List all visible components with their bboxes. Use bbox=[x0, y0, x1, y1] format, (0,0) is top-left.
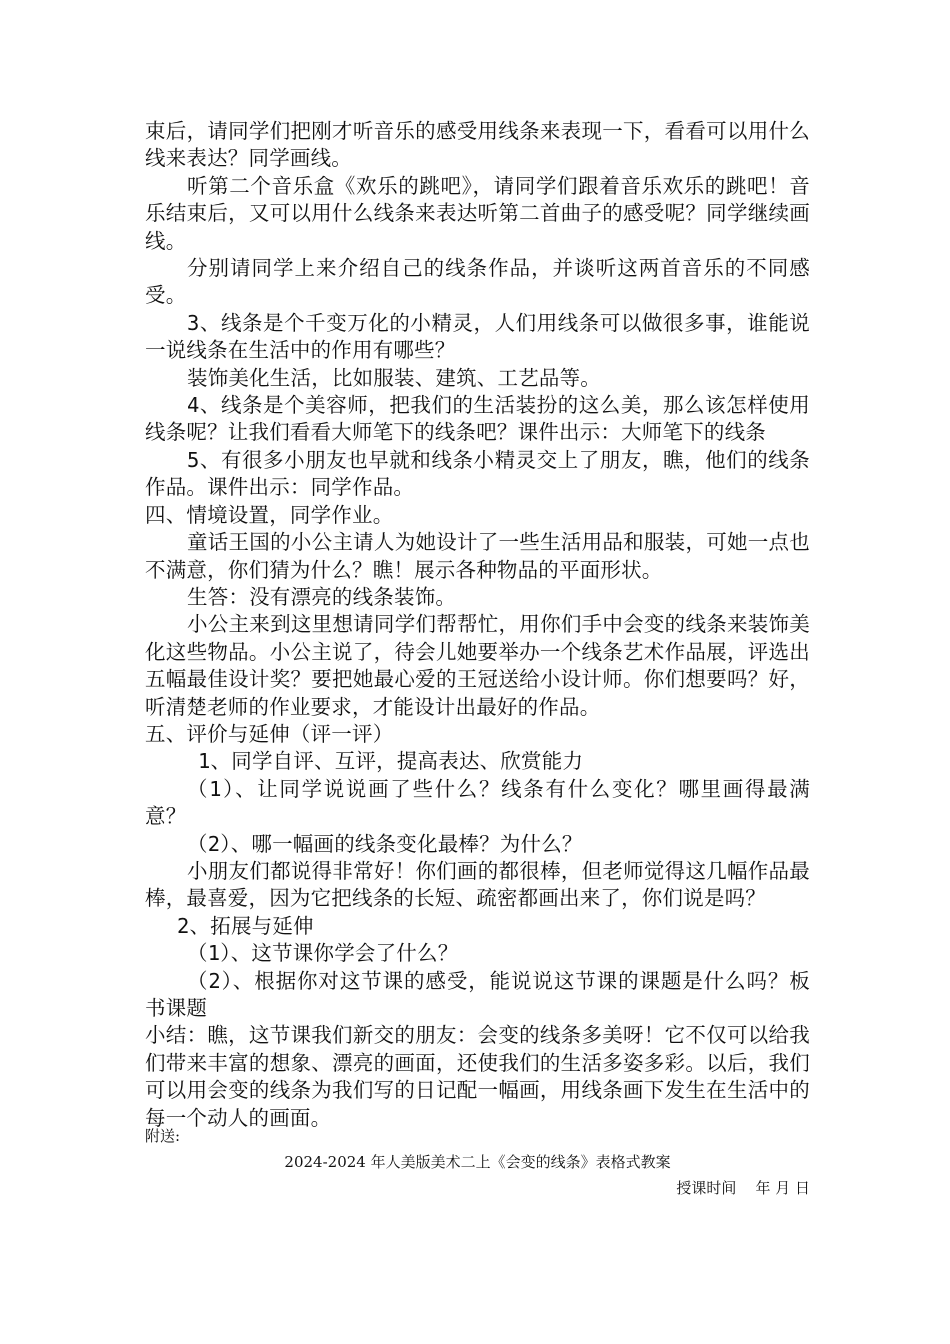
paragraph: 5、有很多小朋友也早就和线条小精灵交上了朋友，瞧，他们的线条作品。课件出示：同学作品。 bbox=[145, 447, 810, 500]
paragraph: 童话王国的小公主请人为她设计了一些生活用品和服装，可她一点也不满意，你们猜为什么？瞧！展示各种物品的平面形状。 bbox=[145, 530, 810, 582]
paragraph: 3、线条是个千变万化的小精灵，人们用线条可以做很多事，谁能说一说线条在生活中的作用有哪些？ bbox=[145, 310, 810, 363]
appendix-label: 附送: bbox=[145, 1127, 181, 1145]
appendix-section bbox=[145, 1123, 810, 1201]
paragraph: 五、评价与延伸（评一评） bbox=[145, 721, 394, 746]
appendix-title: 2024-2024 年人美版美术二上《会变的线条》表格式教案 bbox=[284, 1153, 671, 1171]
paragraph: 小结：瞧，这节课我们新交的朋友：会变的线条多美呀！它不仅可以给我们带来丰富的想象、漂亮的画面，还使我们的生活多姿多彩。以后，我们可以用会变的线条为我们写的日记配一幅画，用线条画下发生在生活中的每一个动人的画面。 bbox=[145, 1023, 810, 1130]
paragraph: （2）、哪一幅画的线条变化最棒？为什么？ bbox=[187, 831, 583, 856]
paragraph: 四、情境设置，同学作业。 bbox=[145, 502, 394, 527]
paragraph: （1）、让同学说说画了些什么？线条有什么变化？哪里画得最满意？ bbox=[145, 776, 810, 829]
paragraph: 4、线条是个美容师，把我们的生活装扮的这么美，那么该怎样使用线条呢？让我们看看大师笔下的线条吧？课件出示：大师笔下的线条 bbox=[145, 393, 810, 445]
paragraph: 束后，请同学们把刚才听音乐的感受用线条来表现一下，看看可以用什么线来表达？同学画线。 bbox=[145, 119, 810, 171]
paragraph: 1、同学自评、互评，提高表达、欣赏能力 bbox=[198, 749, 584, 774]
paragraph: 生答：没有漂亮的线条装饰。 bbox=[187, 584, 457, 609]
paragraph: （2）、根据你对这节课的感受，能说说这节课的课题是什么吗？板书课题 bbox=[145, 968, 810, 1020]
paragraph: 小公主来到这里想请同学们帮帮忙，用你们手中会变的线条来装饰美化这些物品。小公主说了，待会儿她要举办一个线条艺术作品展，评选出五幅最佳设计奖？要把她最心爱的王冠送给小设计师。你们想要吗？好，听清楚老师的作业要求，才能设计出最好的作品。 bbox=[145, 612, 810, 719]
paragraph: 分别请同学上来介绍自己的线条作品，并谈听这两首音乐的不同感受。 bbox=[145, 256, 810, 308]
class-date-line: 授课时间 年 月 日 bbox=[676, 1179, 810, 1197]
lesson-plan-body bbox=[145, 118, 810, 1132]
paragraph: 小朋友们都说得非常好！你们画的都很棒，但老师觉得这几幅作品最棒，最喜爱，因为它把线条的长短、疏密都画出来了，你们说是吗？ bbox=[145, 858, 810, 911]
paragraph: 听第二个音乐盒《欢乐的跳吧》，请同学们跟着音乐欢乐的跳吧！音乐结束后，又可以用什么线条来表达听第二首曲子的感受呢？同学继续画线。 bbox=[145, 173, 810, 253]
paragraph: （1）、这节课你学会了什么？ bbox=[187, 941, 459, 966]
paragraph: 装饰美化生活，比如服装、建筑、工艺品等。 bbox=[187, 365, 601, 390]
paragraph: 2、拓展与延伸 bbox=[177, 913, 314, 938]
